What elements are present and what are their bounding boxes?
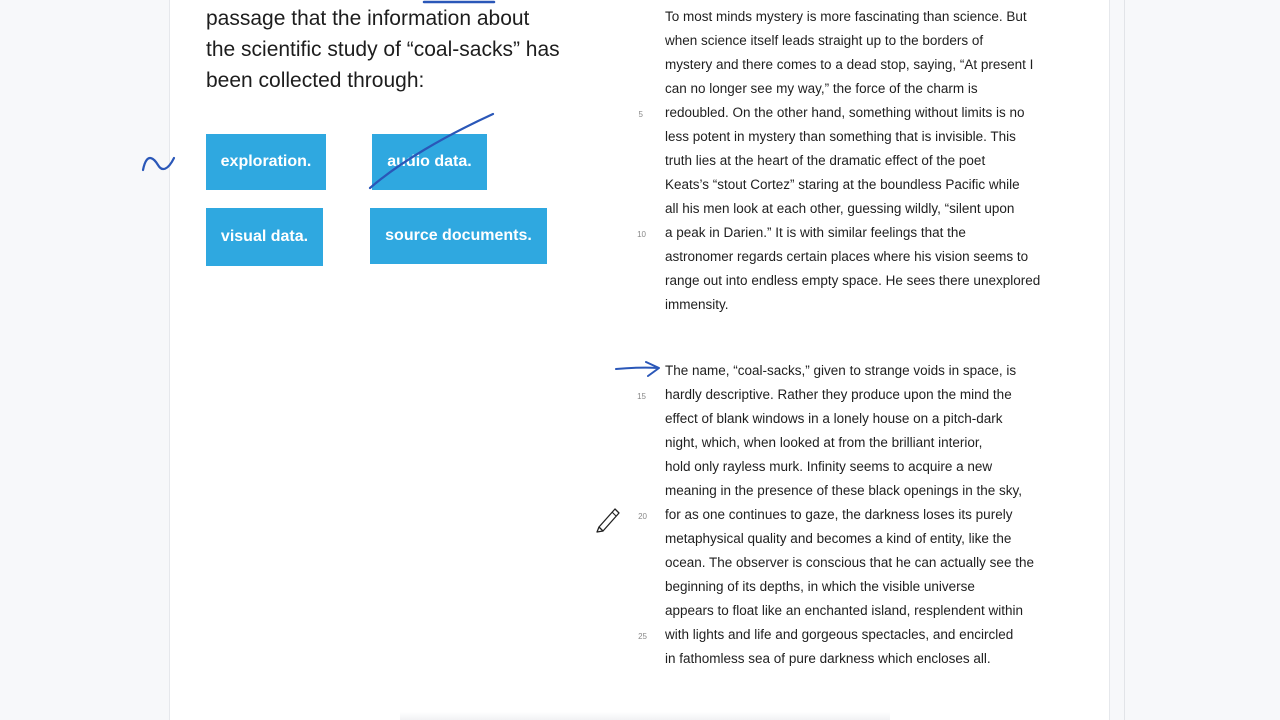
bottom-edge <box>400 712 890 720</box>
passage-line: beginning of its depths, in which the visible universe <box>665 579 975 594</box>
question-line: the scientific study of “coal-sacks” has <box>206 38 560 61</box>
passage-line: ocean. The observer is conscious that he can actually see the <box>665 555 1034 570</box>
right-margin <box>1109 0 1280 720</box>
passage-line: all his men look at each other, guessing wildly, “silent upon <box>665 201 1015 216</box>
line-number: 15 <box>637 392 646 401</box>
passage-line: less potent in mystery than something that is invisible. This <box>665 129 1016 144</box>
passage-line: mystery and there comes to a dead stop, saying, “At present I <box>665 57 1034 72</box>
passage-line: can no longer see my way,” the force of the charm is <box>665 81 978 96</box>
choice-visual-data-button[interactable]: visual data. <box>206 208 323 266</box>
line-number: 10 <box>637 230 646 239</box>
passage-line: Keats’s “stout Cortez” staring at the boundless Pacific while <box>665 177 1020 192</box>
left-margin <box>0 0 170 720</box>
passage-line: meaning in the presence of these black openings in the sky, <box>665 483 1022 498</box>
choice-source-documents-button[interactable]: source documents. <box>370 208 547 264</box>
line-number: 25 <box>638 632 647 641</box>
passage-line: with lights and life and gorgeous spectacles, and encircled <box>665 627 1014 642</box>
question-line: been collected through: <box>206 69 425 92</box>
passage-line: The name, “coal-sacks,” given to strange voids in space, is <box>665 363 1017 378</box>
choice-exploration-button[interactable]: exploration. <box>206 134 326 190</box>
passage-line: night, which, when looked at from the brilliant interior, <box>665 435 983 450</box>
passage-line: effect of blank windows in a lonely house on a pitch-dark <box>665 411 1003 426</box>
choice-audio-data-button[interactable]: audio data. <box>372 134 487 190</box>
passage-line: range out into endless empty space. He sees there unexplored <box>665 273 1041 288</box>
passage-line: for as one continues to gaze, the darkness loses its purely <box>665 507 1013 522</box>
passage-line: redoubled. On the other hand, something without limits is no <box>665 105 1025 120</box>
passage-line: hardly descriptive. Rather they produce upon the mind the <box>665 387 1012 402</box>
passage-line: a peak in Darien.” It is with similar feelings that the <box>665 225 966 240</box>
passage-line: immensity. <box>665 297 729 312</box>
question-stem <box>206 3 606 96</box>
margin-divider <box>1124 0 1125 720</box>
passage-line: astronomer regards certain places where his vision seems to <box>665 249 1029 264</box>
line-number: 5 <box>638 110 643 119</box>
passage-line: To most minds mystery is more fascinating than science. But <box>665 9 1027 24</box>
passage-line: in fathomless sea of pure darkness which encloses all. <box>665 651 991 666</box>
passage-line: hold only rayless murk. Infinity seems to acquire a new <box>665 459 993 474</box>
question-line: passage that the information about <box>206 7 530 30</box>
passage-line: truth lies at the heart of the dramatic effect of the poet <box>665 153 986 168</box>
passage-line: appears to float like an enchanted island, resplendent within <box>665 603 1023 618</box>
passage-line: when science itself leads straight up to the borders of <box>665 33 984 48</box>
line-number: 20 <box>638 512 647 521</box>
passage-line: metaphysical quality and becomes a kind of entity, like the <box>665 531 1012 546</box>
